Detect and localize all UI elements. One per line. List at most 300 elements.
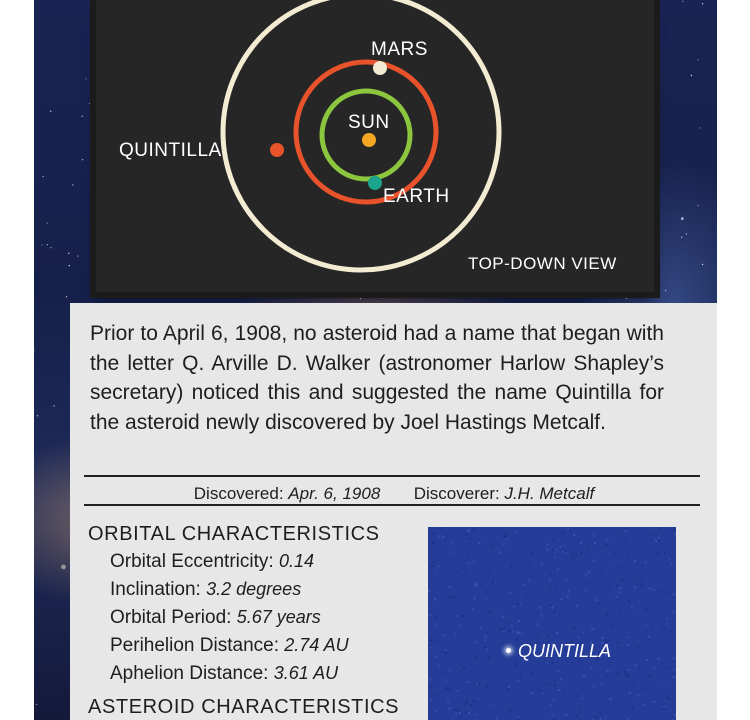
noise-pixel (648, 674, 650, 676)
noise-pixel (554, 684, 556, 686)
noise-pixel (628, 600, 630, 602)
noise-pixel (439, 664, 441, 666)
noise-pixel (610, 698, 612, 700)
noise-pixel (549, 623, 551, 625)
noise-pixel (594, 716, 596, 718)
noise-pixel (645, 562, 647, 564)
noise-pixel (532, 617, 534, 619)
noise-pixel (458, 710, 460, 712)
noise-pixel (620, 567, 622, 569)
star (68, 253, 69, 254)
noise-pixel (515, 663, 517, 665)
noise-pixel (673, 529, 675, 531)
star (82, 159, 83, 160)
noise-pixel (565, 714, 567, 716)
noise-pixel (491, 547, 493, 549)
noise-pixel (430, 639, 432, 641)
star (41, 244, 42, 245)
noise-pixel (508, 686, 510, 688)
star (686, 233, 687, 234)
noise-pixel (489, 700, 491, 702)
star (34, 350, 35, 351)
noise-pixel (447, 701, 449, 703)
noise-pixel (601, 690, 603, 692)
orbital-item (110, 551, 314, 573)
noise-pixel (658, 540, 660, 542)
noise-pixel (454, 633, 456, 635)
noise-pixel (563, 532, 565, 534)
noise-pixel (494, 581, 496, 583)
noise-pixel (617, 532, 619, 534)
noise-pixel (476, 584, 478, 586)
noise-pixel (594, 542, 596, 544)
noise-pixel (543, 683, 545, 685)
noise-pixel (619, 613, 621, 615)
noise-pixel (430, 699, 432, 701)
noise-pixel (437, 635, 439, 637)
noise-pixel (624, 671, 626, 673)
noise-pixel (554, 586, 556, 588)
noise-pixel (577, 715, 579, 717)
noise-pixel (585, 589, 587, 591)
noise-pixel (600, 570, 602, 572)
noise-pixel (436, 572, 438, 574)
discoverer-value: J.H. Metcalf (504, 484, 595, 503)
noise-pixel (602, 637, 604, 639)
noise-pixel (446, 681, 448, 683)
star (50, 111, 51, 112)
noise-pixel (583, 675, 585, 677)
orbital-item-label: Orbital Eccentricity: (110, 551, 274, 572)
noise-pixel (666, 667, 668, 669)
star (50, 247, 51, 248)
noise-pixel (511, 709, 513, 711)
noise-pixel (541, 564, 543, 566)
star (665, 290, 666, 291)
noise-pixel (517, 603, 519, 605)
noise-pixel (531, 672, 533, 674)
noise-pixel (517, 716, 519, 718)
noise-pixel (592, 685, 594, 687)
noise-pixel (653, 589, 655, 591)
noise-pixel (585, 574, 587, 576)
noise-pixel (486, 590, 488, 592)
noise-pixel (518, 632, 520, 634)
noise-pixel (671, 563, 673, 565)
noise-pixel (572, 553, 574, 555)
noise-pixel (546, 662, 548, 664)
noise-pixel (586, 582, 588, 584)
star (66, 296, 67, 297)
noise-pixel (475, 714, 477, 716)
noise-pixel (658, 537, 660, 539)
noise-pixel (537, 634, 539, 636)
noise-pixel (540, 607, 542, 609)
divider-bottom (84, 504, 700, 506)
quintilla-label: QUINTILLA (119, 140, 222, 161)
noise-pixel (606, 670, 608, 672)
noise-pixel (575, 554, 577, 556)
noise-pixel (516, 632, 518, 634)
noise-pixel (431, 685, 433, 687)
discoverer-label: Discoverer: (413, 484, 500, 503)
asteroid-dot (506, 648, 511, 653)
noise-pixel (646, 659, 648, 661)
divider-top (84, 475, 700, 477)
earth-label: EARTH (383, 186, 450, 207)
noise-pixel (444, 649, 446, 651)
noise-pixel (671, 656, 673, 658)
noise-pixel (634, 560, 636, 562)
noise-pixel (488, 657, 490, 659)
noise-pixel (646, 687, 648, 689)
noise-pixel (617, 585, 619, 587)
noise-pixel (463, 560, 465, 562)
star (681, 237, 682, 238)
discovered-value: Apr. 6, 1908 (288, 484, 381, 503)
noise-pixel (596, 599, 598, 601)
noise-pixel (437, 640, 439, 642)
noise-pixel (493, 715, 495, 717)
noise-pixel (631, 607, 633, 609)
noise-pixel (619, 587, 621, 589)
noise-pixel (552, 549, 554, 551)
noise-pixel (621, 634, 623, 636)
noise-pixel (522, 633, 524, 635)
star (37, 415, 38, 416)
noise-pixel (522, 689, 524, 691)
noise-pixel (658, 658, 660, 660)
noise-pixel (434, 598, 436, 600)
noise-pixel (596, 716, 598, 718)
star (702, 264, 703, 265)
noise-pixel (580, 712, 582, 714)
noise-pixel (593, 535, 595, 537)
star (43, 176, 44, 177)
noise-pixel (573, 627, 575, 629)
star (89, 103, 90, 104)
noise-pixel (671, 631, 673, 633)
star (367, 295, 368, 296)
star (626, 298, 627, 299)
noise-pixel (509, 621, 511, 623)
noise-pixel (530, 709, 532, 711)
noise-pixel (648, 636, 650, 638)
noise-pixel (656, 533, 658, 535)
noise-pixel (552, 540, 554, 542)
noise-pixel (505, 534, 507, 536)
noise-pixel (532, 576, 534, 578)
noise-pixel (567, 528, 569, 530)
noise-pixel (471, 671, 473, 673)
noise-pixel (453, 596, 455, 598)
star (69, 265, 70, 266)
noise-pixel (511, 556, 513, 558)
noise-pixel (433, 561, 435, 563)
noise-pixel (645, 609, 647, 611)
noise-pixel (617, 642, 619, 644)
noise-pixel (581, 552, 583, 554)
noise-pixel (449, 670, 451, 672)
noise-pixel (515, 532, 517, 534)
noise-pixel (654, 701, 656, 703)
noise-pixel (619, 592, 621, 594)
star (72, 184, 73, 185)
noise-pixel (429, 614, 431, 616)
noise-pixel (673, 669, 675, 671)
noise-pixel (556, 549, 558, 551)
noise-pixel (582, 698, 584, 700)
noise-pixel (635, 664, 637, 666)
noise-pixel (455, 709, 457, 711)
noise-pixel (511, 625, 513, 627)
noise-pixel (486, 649, 488, 651)
noise-pixel (469, 614, 471, 616)
noise-pixel (438, 566, 440, 568)
noise-pixel (659, 590, 661, 592)
asteroid-title: ASTEROID CHARACTERISTICS (88, 696, 400, 718)
noise-pixel (554, 556, 556, 558)
noise-pixel (457, 615, 459, 617)
noise-pixel (660, 528, 662, 530)
noise-pixel (564, 551, 566, 553)
star (436, 295, 437, 296)
noise-pixel (531, 692, 533, 694)
noise-pixel (484, 639, 486, 641)
noise-pixel (580, 542, 582, 544)
quintilla-orbit (223, 0, 499, 270)
noise-pixel (605, 544, 607, 546)
noise-pixel (486, 686, 488, 688)
noise-pixel (484, 646, 486, 648)
noise-pixel (479, 672, 481, 674)
noise-pixel (436, 655, 438, 657)
orbital-item (110, 579, 301, 601)
noise-pixel (520, 602, 522, 604)
noise-pixel (459, 624, 461, 626)
noise-pixel (628, 669, 630, 671)
noise-pixel (567, 596, 569, 598)
noise-pixel (636, 577, 638, 579)
noise-pixel (472, 528, 474, 530)
noise-pixel (533, 597, 535, 599)
noise-pixel (624, 537, 626, 539)
noise-pixel (457, 690, 459, 692)
noise-pixel (442, 672, 444, 674)
orbital-item-label: Perihelion Distance: (110, 635, 279, 656)
noise-pixel (518, 620, 520, 622)
noise-pixel (474, 658, 476, 660)
star (47, 244, 48, 245)
noise-pixel (610, 625, 612, 627)
noise-pixel (466, 700, 468, 702)
noise-pixel (555, 575, 557, 577)
star (85, 78, 86, 79)
noise-pixel (668, 558, 670, 560)
noise-pixel (547, 683, 549, 685)
noise-pixel (576, 605, 578, 607)
orbital-item-value: 3.2 degrees (206, 579, 302, 599)
noise-pixel (639, 666, 641, 668)
noise-pixel (493, 669, 495, 671)
noise-pixel (609, 588, 611, 590)
noise-pixel (430, 679, 432, 681)
noise-pixel (557, 568, 559, 570)
noise-pixel (672, 594, 674, 596)
noise-pixel (496, 717, 498, 719)
star (53, 405, 54, 406)
noise-pixel (560, 679, 562, 681)
discovered-label: Discovered: (193, 484, 284, 503)
noise-pixel (485, 598, 487, 600)
noise-pixel (627, 675, 629, 677)
noise-pixel (552, 714, 554, 716)
noise-pixel (451, 542, 453, 544)
noise-pixel (492, 544, 494, 546)
noise-pixel (492, 705, 494, 707)
noise-pixel (615, 553, 617, 555)
noise-pixel (675, 533, 677, 535)
noise-pixel (632, 708, 634, 710)
discovery-row (70, 484, 717, 504)
intro-paragraph: Prior to April 6, 1908, no asteroid had a name that began with the letter Q. Arville D. Walker (astronomer Harlow Shapley’s secretary) noticed this and suggested the name Quintilla for the asteroid newly discovered by Joel Hastings Metcalf. (90, 322, 664, 434)
star (47, 222, 48, 223)
noise-pixel (552, 699, 554, 701)
noise-pixel (617, 546, 619, 548)
noise-pixel (505, 621, 507, 623)
noise-pixel (479, 669, 481, 671)
noise-pixel (472, 608, 474, 610)
noise-pixel (430, 566, 432, 568)
noise-pixel (590, 667, 592, 669)
noise-pixel (664, 552, 666, 554)
noise-pixel (550, 573, 552, 575)
noise-pixel (438, 535, 440, 537)
noise-pixel (487, 618, 489, 620)
noise-pixel (561, 598, 563, 600)
orbital-item-label: Aphelion Distance: (110, 663, 269, 684)
noise-pixel (512, 631, 514, 633)
noise-pixel (606, 676, 608, 678)
noise-pixel (480, 627, 482, 629)
noise-pixel (429, 628, 431, 630)
noise-pixel (499, 552, 501, 554)
noise-pixel (524, 584, 526, 586)
noise-pixel (442, 567, 444, 569)
noise-pixel (663, 591, 665, 593)
noise-pixel (634, 586, 636, 588)
noise-pixel (604, 717, 606, 719)
noise-pixel (663, 573, 665, 575)
noise-pixel (668, 698, 670, 700)
noise-pixel (606, 614, 608, 616)
noise-pixel (650, 588, 652, 590)
noise-pixel (449, 586, 451, 588)
noise-pixel (558, 689, 560, 691)
noise-pixel (465, 703, 467, 705)
noise-pixel (564, 545, 566, 547)
noise-pixel (432, 533, 434, 535)
star (698, 59, 699, 60)
noise-pixel (433, 565, 435, 567)
noise-pixel (667, 617, 669, 619)
noise-pixel (662, 628, 664, 630)
noise-pixel (446, 688, 448, 690)
noise-pixel (517, 680, 519, 682)
star (681, 217, 684, 220)
star (682, 1, 683, 2)
star (702, 3, 703, 4)
noise-pixel (539, 689, 541, 691)
noise-pixel (457, 571, 459, 573)
noise-pixel (477, 698, 479, 700)
noise-pixel (532, 689, 534, 691)
noise-pixel (578, 705, 580, 707)
noise-pixel (621, 579, 623, 581)
star (360, 298, 361, 299)
noise-pixel (613, 562, 615, 564)
noise-pixel (641, 585, 643, 587)
noise-pixel (626, 636, 628, 638)
noise-pixel (530, 604, 532, 606)
noise-pixel (674, 714, 676, 716)
noise-pixel (503, 543, 505, 545)
noise-pixel (510, 565, 512, 567)
noise-pixel (449, 708, 451, 710)
noise-pixel (547, 634, 549, 636)
noise-pixel (466, 681, 468, 683)
noise-pixel (449, 688, 451, 690)
noise-pixel (485, 636, 487, 638)
noise-pixel (499, 628, 501, 630)
noise-pixel (541, 693, 543, 695)
noise-pixel (463, 667, 465, 669)
noise-pixel (627, 644, 629, 646)
noise-pixel (651, 629, 653, 631)
noise-pixel (478, 542, 480, 544)
noise-pixel (441, 528, 443, 530)
orbital-item-value: 2.74 AU (284, 635, 349, 655)
noise-pixel (464, 569, 466, 571)
orbital-item-label: Inclination: (110, 579, 201, 600)
noise-pixel (622, 703, 624, 705)
noise-pixel (510, 592, 512, 594)
noise-pixel (649, 533, 651, 535)
noise-pixel (549, 579, 551, 581)
noise-pixel (430, 647, 432, 649)
noise-pixel (640, 577, 642, 579)
noise-pixel (629, 692, 631, 694)
star (582, 296, 583, 297)
noise-pixel (476, 683, 478, 685)
star (36, 704, 37, 705)
noise-pixel (587, 549, 589, 551)
noise-pixel (435, 617, 437, 619)
mars-label: MARS (371, 39, 428, 60)
noise-pixel (443, 634, 445, 636)
noise-pixel (546, 549, 548, 551)
noise-pixel (428, 590, 430, 592)
noise-pixel (468, 529, 470, 531)
noise-pixel (616, 672, 618, 674)
noise-pixel (460, 671, 462, 673)
noise-pixel (559, 580, 561, 582)
noise-pixel (528, 579, 530, 581)
noise-pixel (462, 615, 464, 617)
earth-marker (368, 176, 382, 190)
noise-pixel (559, 546, 561, 548)
noise-pixel (444, 539, 446, 541)
